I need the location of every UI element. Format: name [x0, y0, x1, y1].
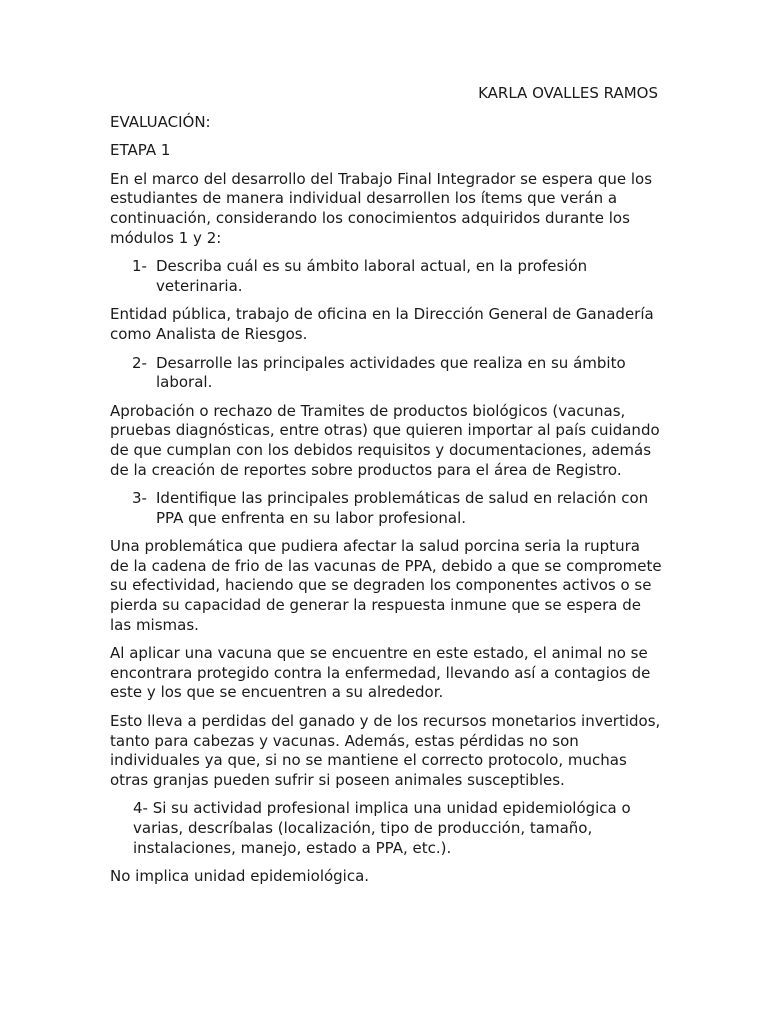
- stage-heading: ETAPA 1: [110, 141, 171, 160]
- question-2-text: Desarrolle las principales actividades que realiza en su ámbito laboral.: [156, 353, 626, 392]
- intro-paragraph: En el marco del desarrollo del Trabajo Final Integrador se espera que los estudiantes de manera individual desarrollen los ítems que verán a continuación, considerando los conocimientos adquiridos durante los módulos 1 y 2:: [110, 169, 653, 247]
- answer-1: Entidad pública, trabajo de oficina en la Dirección General de Ganadería como Analista de Riesgos.: [110, 305, 654, 343]
- question-3-number: 3-: [132, 489, 147, 508]
- question-1-text: Describa cuál es su ámbito laboral actual, en la profesión veterinaria.: [156, 257, 588, 295]
- question-1: [110, 257, 662, 296]
- answer-2: Aprobación o rechazo de Tramites de productos biológicos (vacunas, pruebas diagnósticas, entre otras) que quieren importar al país cuidando de que cumplan con los debidos requisitos y documentaciones, además de la creación de reportes sobre productos para el área de Registro.: [110, 401, 660, 479]
- question-2: [110, 354, 662, 393]
- question-3: [110, 489, 662, 528]
- answer-3-paragraph-1: Una problemática que pudiera afectar la salud porcina seria la ruptura de la cadena de frio de las vacunas de PPA, debido a que se compromete su efectividad, haciendo que se degraden los componentes activos o se pierda su capacidad de generar la respuesta inmune que se espera de las mismas.: [110, 537, 662, 634]
- question-4: 4- Si su actividad profesional implica una unidad epidemiológica o varias, descríbalas (localización, tipo de producción, tamaño, instalaciones, manejo, estado a PPA, etc.).: [133, 799, 631, 857]
- answer-3-paragraph-3: Esto lleva a perdidas del ganado y de los recursos monetarios invertidos, tanto para cabezas y vacunas. Además, estas pérdidas no son individuales ya que, si no se mantiene el correcto protocolo, muchas otras granjas pueden sufrir si poseen animales susceptibles.: [110, 712, 661, 789]
- answer-4: No implica unidad epidemiológica.: [110, 867, 370, 886]
- document-page: [110, 84, 662, 887]
- question-3-text: Identifique las principales problemáticas de salud en relación con PPA que enfrenta en su labor profesional.: [156, 489, 649, 527]
- author-name: KARLA OVALLES RAMOS: [478, 84, 658, 102]
- answer-3-paragraph-2: Al aplicar una vacuna que se encuentre en este estado, el animal no se encontrara protegido contra la enfermedad, llevando así a contagios de este y los que se encuentren a su alrededor.: [110, 644, 651, 702]
- question-2-number: 2-: [132, 353, 147, 372]
- question-1-number: 1-: [132, 257, 147, 276]
- evaluation-heading: EVALUACIÓN:: [110, 112, 211, 131]
